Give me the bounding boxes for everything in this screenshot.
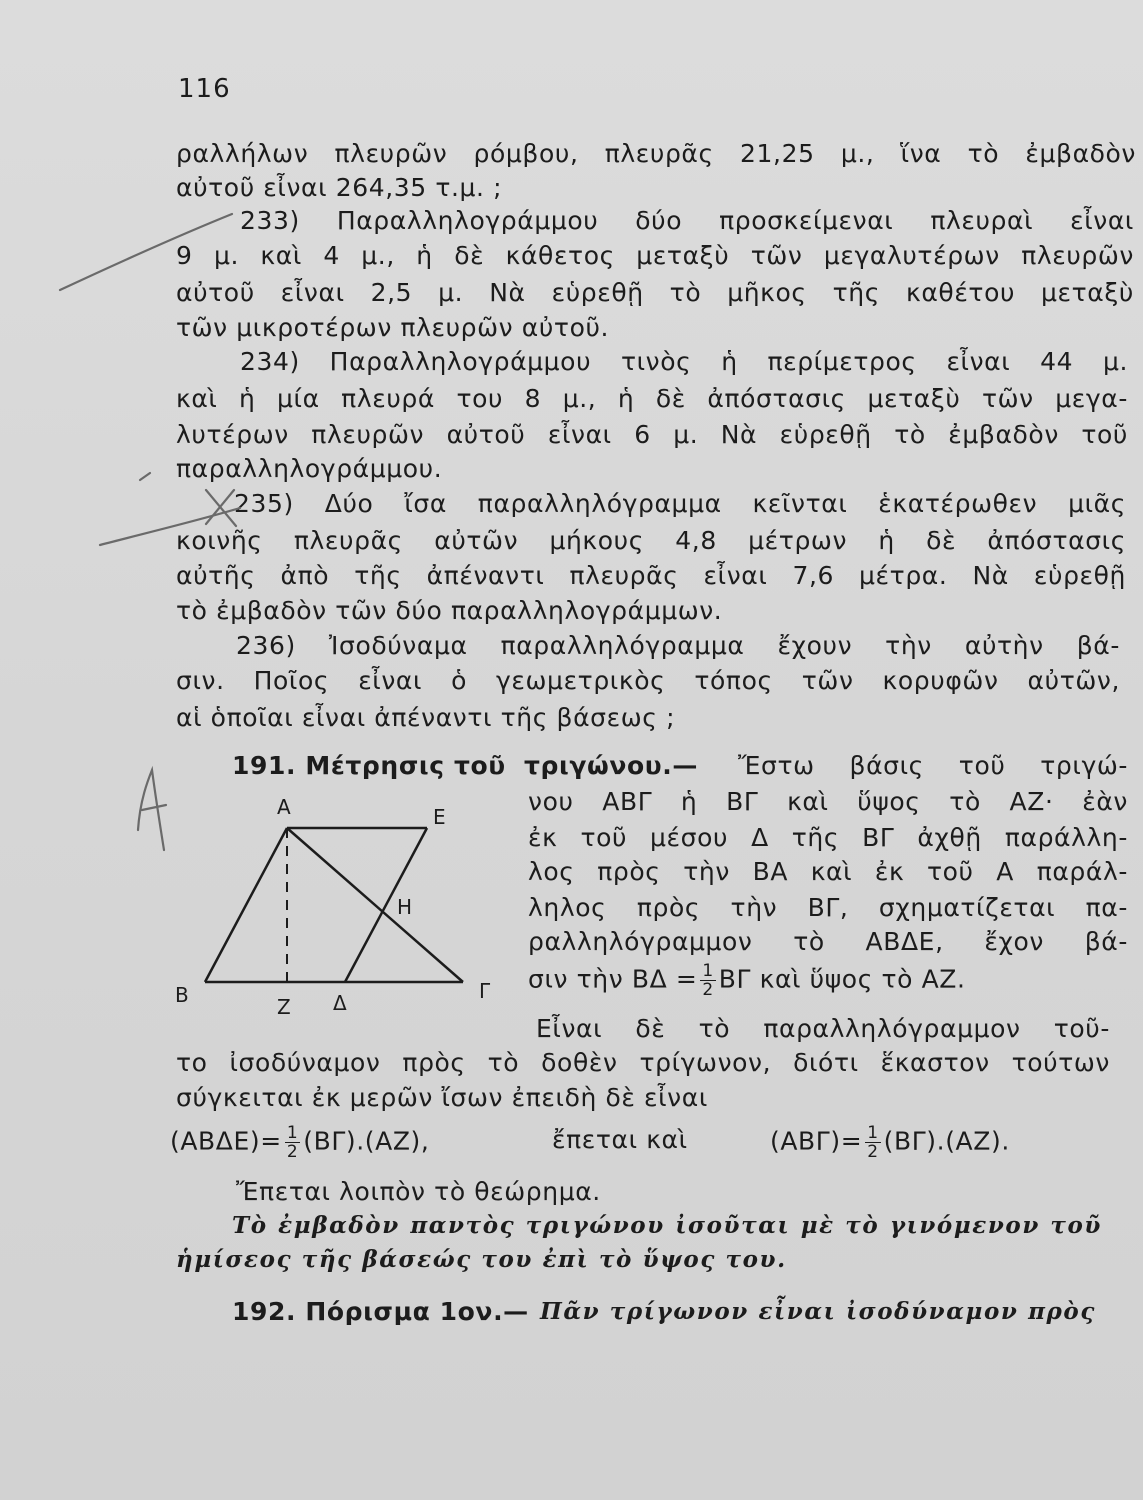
half-fraction: $\frac{1}{2}$ [286,1123,299,1162]
pencil-a-mark [138,770,166,850]
formula-middle: ἔπεται καὶ [552,1125,688,1154]
theorem-line: ἡμίσεος τῆς βάσεώς του ἐπὶ τὸ ὕψος του. [176,1246,787,1273]
pencil-stroke [140,473,150,480]
exercise-236-line: 236) Ἰσοδύναμα παραλληλόγραμμα ἔχουν τὴν αὐτὴν βά- [236,631,1120,660]
section-192-text: Πᾶν τρίγωνον εἶναι ἰσοδύναμον πρὸς [540,1298,1096,1325]
text-line: αὐτοῦ εἶναι 264,35 τ.μ. ; [176,173,503,202]
text-line: ληλος πρὸς τὴν ΒΓ, σχηματίζεται πα- [528,893,1128,922]
text-line: τὸ ἐμβαδὸν τῶν δύο παραλληλογράμμων. [176,596,723,625]
label-E: Ε [433,805,446,829]
conclusion-line: Ἔπεται λοιπὸν τὸ θεώρημα. [236,1177,601,1206]
formula-right: (ΑΒΓ)= $\frac{1}{2}$ (ΒΓ).(ΑΖ). [770,1123,1010,1162]
text-line: το ἰσοδύναμον πρὸς τὸ δοθὲν τρίγωνον, διότι ἕκαστον τούτων [176,1048,1110,1077]
text-line: Ἔστω βάσις τοῦ τριγώ- [738,751,1128,780]
label-B: Β [175,983,189,1007]
formula-left: (ΑΒΔΕ)= $\frac{1}{2}$ (ΒΓ).(ΑΖ), [170,1123,430,1162]
text-line: 9 μ. καὶ 4 μ., ἡ δὲ κάθετος μεταξὺ τῶν μεγαλυτέρων πλευρῶν [176,241,1134,270]
label-D: Δ [333,991,347,1015]
text-line: παραλληλογράμμου. [176,454,443,483]
text-line: Εἶναι δὲ τὸ παραλληλόγραμμον τοῦ- [536,1014,1110,1043]
text-line: λυτέρων πλευρῶν αὐτοῦ εἶναι 6 μ. Νὰ εὑρεθῇ τὸ ἐμβαδὸν τοῦ [176,420,1128,449]
half-fraction: $\frac{1}{2}$ [702,961,714,1000]
theorem-line: Τὸ ἐμβαδὸν παντὸς τριγώνου ἰσοῦται μὲ τὸ γινόμενον τοῦ [232,1212,1102,1239]
half-fraction: $\frac{1}{2}$ [867,1123,879,1162]
text-line: ραλλήλων πλευρῶν ρόμβου, πλευρᾶς 21,25 μ., ἵνα τὸ ἐμβαδὸν [176,139,1136,168]
label-H: Η [397,895,413,919]
text-line: αὐτοῦ εἶναι 2,5 μ. Νὰ εὑρεθῇ τὸ μῆκος τῆς καθέτου μεταξὺ [176,278,1134,307]
text-line: νου ΑΒΓ ἡ ΒΓ καὶ ὕψος τὸ ΑΖ· ἐὰν [528,787,1128,816]
text-line: σιν. Ποῖος εἶναι ὁ γεωμετρικὸς τόπος τῶν κορυφῶν αὐτῶν, [176,666,1120,695]
text-line: καὶ ἡ μία πλευρά του 8 μ., ἡ δὲ ἀπόστασις μεταξὺ τῶν μεγα- [176,384,1128,413]
text-line: τῶν μικροτέρων πλευρῶν αὐτοῦ. [176,313,610,342]
label-A: Α [277,795,291,819]
section-192-heading: 192. Πόρισμα 1ον.— [232,1297,529,1326]
text-line: σύγκειται ἐκ μερῶν ἴσων ἐπειδὴ δὲ εἶναι [176,1083,708,1112]
text-line: αἱ ὁποῖαι εἶναι ἀπέναντι τῆς βάσεως ; [176,703,676,732]
text-line: λος πρὸς τὴν ΒΑ καὶ ἐκ τοῦ Α παράλ- [528,857,1128,886]
pencil-cross [206,490,236,526]
section-191-title: 191. Μέτρησις τοῦ [232,751,506,780]
base-line-end: ΒΓ καὶ ὕψος τὸ ΑΖ. [718,964,966,994]
exercise-234-line: 234) Παραλληλογράμμου τινὸς ἡ περίμετρος εἶναι 44 μ. [240,347,1128,376]
text-line: αὐτῆς ἀπὸ τῆς ἀπέναντι πλευρᾶς εἶναι 7,6 μέτρα. Νὰ εὑρεθῇ [176,561,1126,590]
pencil-stroke [60,214,232,290]
section-191-title-rest: τριγώνου.— [524,751,698,780]
text-line: κοινῆς πλευρᾶς αὐτῶν μήκους 4,8 μέτρων ἡ δὲ ἀπόστασις [176,526,1126,555]
text-line: ραλληλόγραμμον τὸ ΑΒΔΕ, ἔχον βά- [528,927,1128,956]
page-number: 116 [178,74,231,104]
label-G: Γ [479,979,491,1003]
pencil-stroke [100,508,240,545]
text-line: ἐκ τοῦ μέσου Δ τῆς ΒΓ ἀχθῇ παράλλη- [528,823,1128,852]
exercise-235-line: 235) Δύο ἴσα παραλληλόγραμμα κεῖνται ἑκατέρωθεν μιᾶς [234,489,1126,518]
exercise-233-line: 233) Παραλληλογράμμου δύο προσκείμεναι πλευραὶ εἶναι [240,206,1134,235]
label-Z: Ζ [277,995,291,1019]
base-line-start: σιν τὴν ΒΔ = [528,964,698,994]
